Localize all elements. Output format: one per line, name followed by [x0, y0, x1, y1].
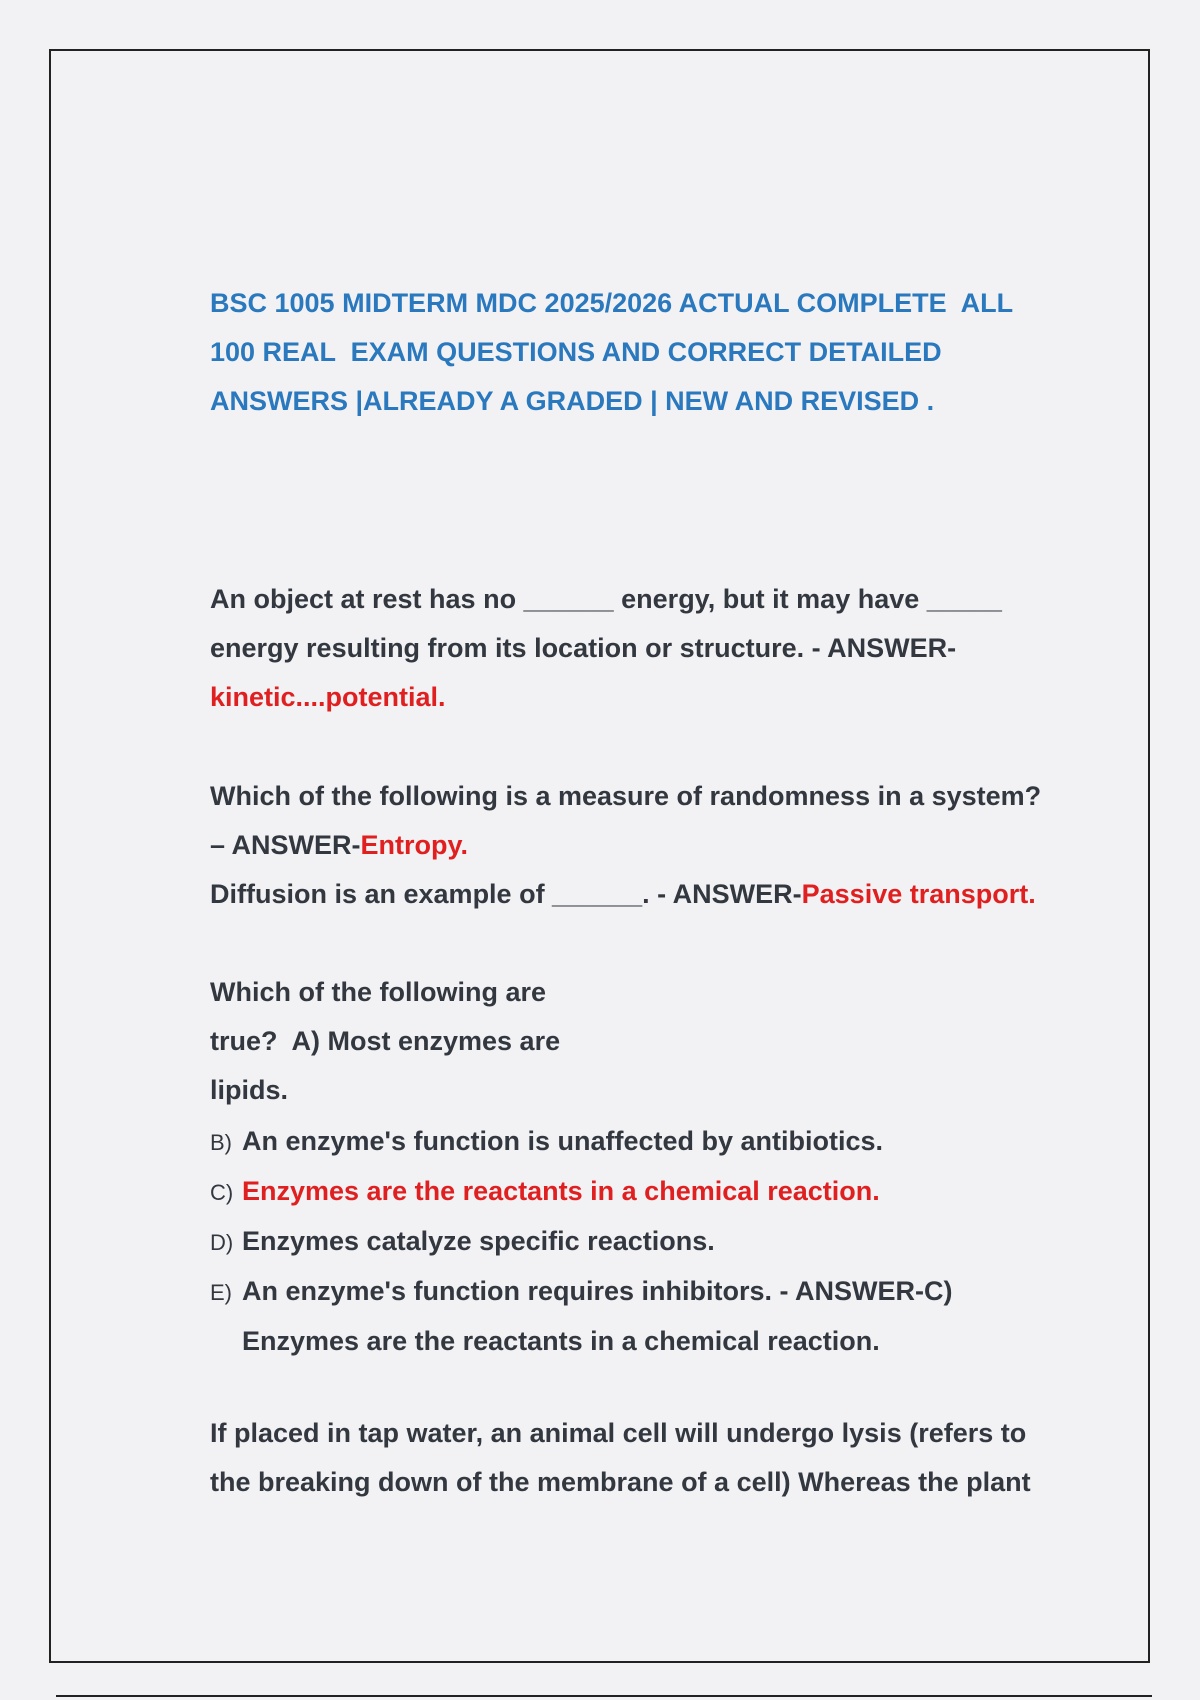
option-letter: C): [210, 1180, 234, 1205]
option-e: [210, 1267, 952, 1317]
question-text: energy resulting from its location or structure. - ANSWER-: [210, 633, 957, 663]
option-b: [210, 1117, 952, 1167]
question-enzymes: [210, 968, 560, 1115]
question-text: If placed in tap water, an animal cell will undergo lysis (refers to: [210, 1418, 1027, 1448]
next-page-top-border: [56, 1695, 1152, 1697]
question-text: the breaking down of the membrane of a cell) Whereas the plant: [210, 1467, 1031, 1497]
document-title: [210, 279, 1110, 426]
question-diffusion: [210, 870, 1041, 919]
question-text: Which of the following is a measure of randomness in a system?: [210, 781, 1042, 811]
question-stem: lipids.: [210, 1075, 289, 1105]
question-text: An object at rest has no ______ energy, but it may have _____: [210, 584, 1002, 614]
title-line: ANSWERS |ALREADY A GRADED | NEW AND REVISED .: [210, 386, 935, 416]
option-text: An enzyme's function is unaffected by antibiotics.: [242, 1126, 884, 1156]
option-letter: D): [210, 1230, 234, 1255]
question-answer-line: [210, 821, 1041, 870]
option-text: Enzymes catalyze specific reactions.: [242, 1226, 715, 1256]
answer-text: kinetic....potential.: [210, 682, 446, 712]
question-entropy: [210, 772, 1041, 919]
option-letter: E): [210, 1280, 232, 1305]
question-text: Diffusion is an example of ______. - ANSWER-: [210, 879, 802, 909]
title-line: BSC 1005 MIDTERM MDC 2025/2026 ACTUAL COMPLETE ALL: [210, 288, 1014, 318]
option-list: [210, 1117, 952, 1366]
answer-prefix: – ANSWER-: [210, 830, 361, 860]
answer-continuation: Enzymes are the reactants in a chemical reaction.: [242, 1326, 880, 1356]
question-stem: Which of the following are: [210, 977, 546, 1007]
page-content: [210, 279, 1110, 1497]
question-stem: true? A) Most enzymes are: [210, 1026, 561, 1056]
answer-text: Passive transport.: [801, 879, 1036, 909]
question-tap-water: [210, 1409, 1031, 1507]
option-text-correct: Enzymes are the reactants in a chemical reaction.: [242, 1176, 880, 1206]
title-line: 100 REAL EXAM QUESTIONS AND CORRECT DETAILED: [210, 337, 942, 367]
option-text: An enzyme's function requires inhibitors. - ANSWER-C): [242, 1276, 953, 1306]
question-kinetic-potential: [210, 575, 1002, 722]
option-letter: B): [210, 1130, 232, 1155]
document-page: [49, 49, 1150, 1663]
option-d: [210, 1217, 952, 1267]
answer-text: Entropy.: [360, 830, 469, 860]
option-c: [210, 1167, 952, 1217]
